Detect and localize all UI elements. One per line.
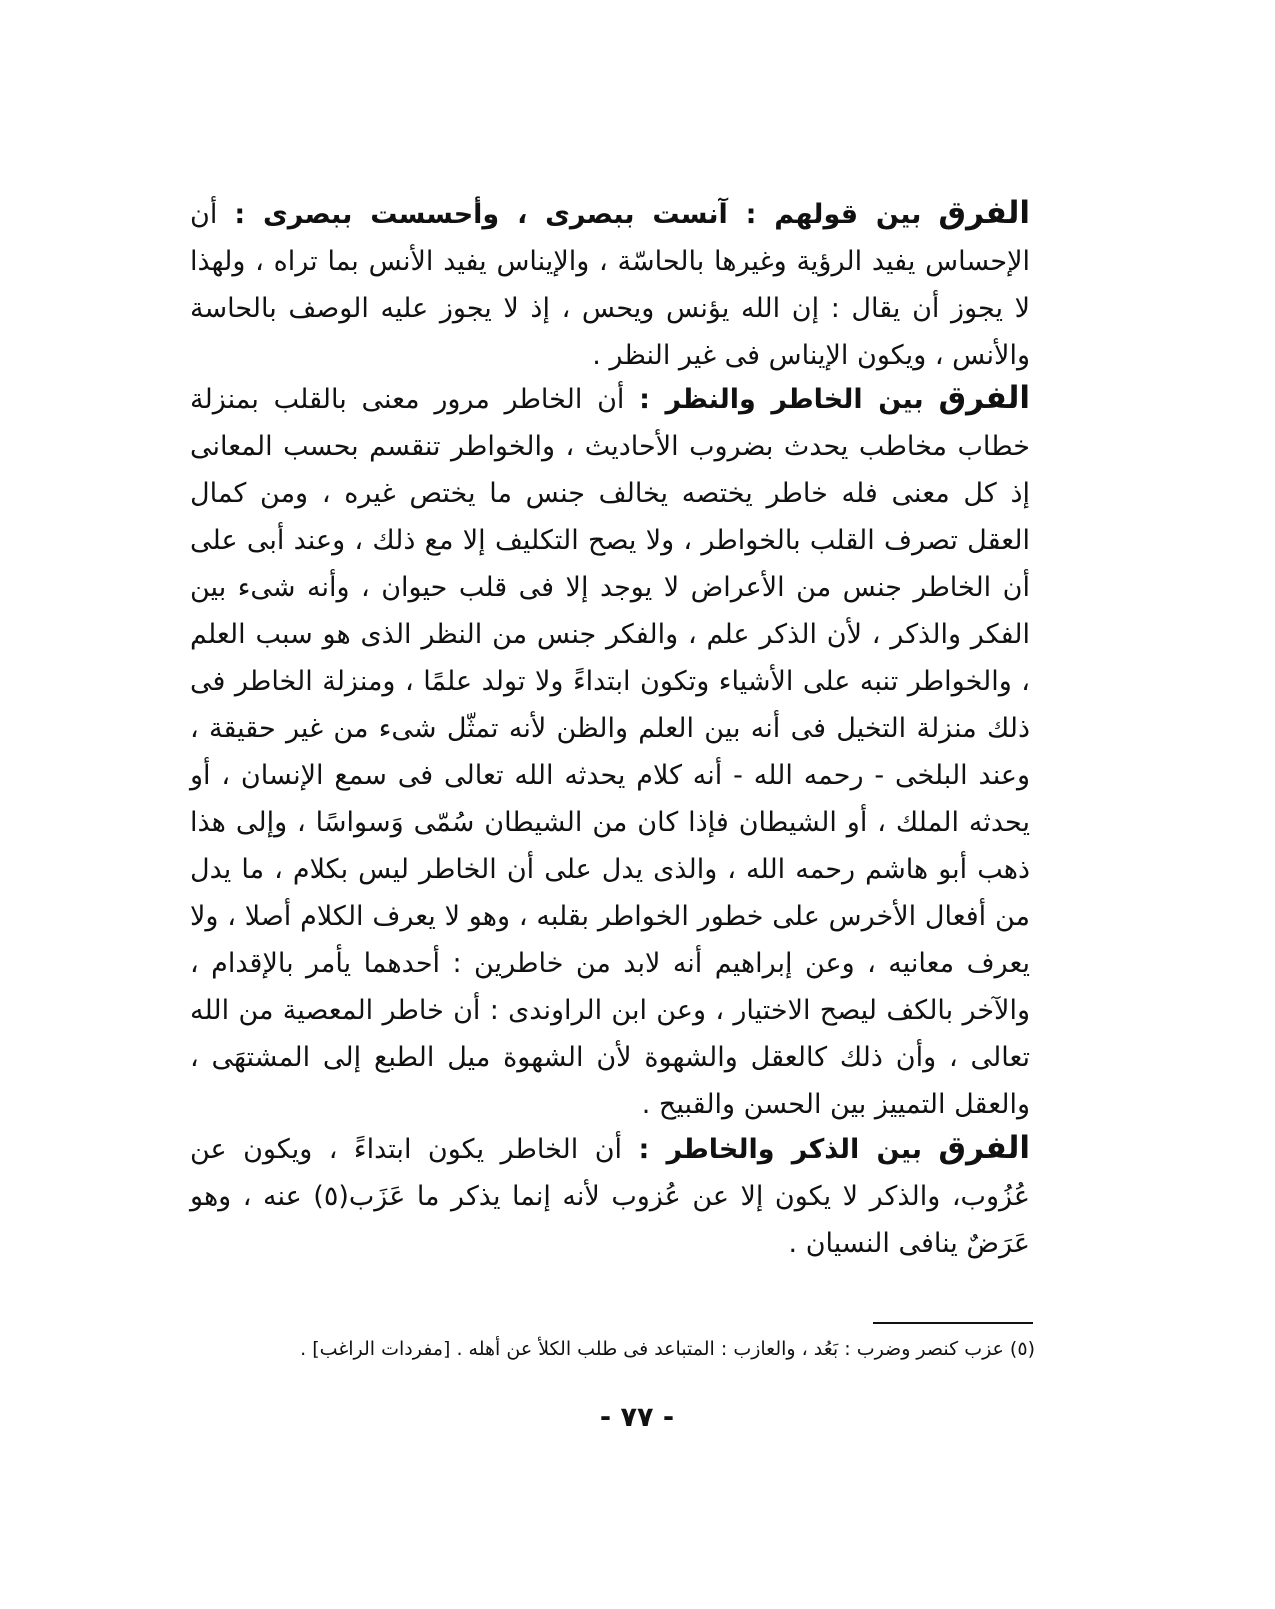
paragraph-heading-phrase: بين الخاطر والنظر : (639, 384, 924, 415)
paragraph-dhikr-khatir (190, 1125, 1030, 1267)
paragraph-ansat-ahsast (190, 190, 1030, 379)
paragraph-heading-word: الفرق (938, 195, 1030, 231)
paragraph-heading-phrase: بين الذكر والخاطر : (638, 1134, 922, 1165)
paragraph-heading-word: الفرق (938, 380, 1031, 416)
paragraph-heading-phrase: بين قولهم : آنست ببصرى ، وأحسست ببصرى : (234, 199, 922, 230)
paragraph-body: أن الخاطر يكون ابتداءً ، ويكون عن عُزُوب، والذكر لا يكون إلا عن عُزوب لأنه إنما يذكر ما عَزَب (190, 1134, 1030, 1212)
footnote-reference[interactable]: (٥) (313, 1181, 349, 1212)
paragraph-khatir-nazar (190, 375, 1030, 1128)
paragraph-heading-word: الفرق (938, 1130, 1030, 1166)
footnote-separator (873, 1322, 1033, 1324)
paragraph-body: أن الإحساس يفيد الرؤية وغيرها بالحاسّة ، والإيناس يفيد الأنس بما تراه ، ولهذا لا يجوز أن يقال : إن الله يؤنس ويحس ، إذ لا يجوز عليه الوصف بالحاسة والأنس ، ويكون الإيناس فى غير النظر . (190, 199, 1030, 371)
paragraph-body-continued: عنه ، وهو عَرَضٌ ينافى النسيان . (190, 1181, 1030, 1259)
footnote-text: (٥) عزب كنصر وضرب : بَعُد ، والعازب : المتباعد فى طلب الكلأ عن أهله . [مفردات الراغب] . (300, 1338, 1035, 1360)
paragraph-body: أن الخاطر مرور معنى بالقلب بمنزلة خطاب مخاطب يحدث بضروب الأحاديث ، والخواطر تنقسم بحسب المعانى إذ كل معنى فله خاطر يختصه يخالف جنس ما يختص غيره ، ومن كمال العقل تصرف القلب بالخواطر ، ولا يصح التكليف إلا مع ذلك ، وعند أبى على أن الخاطر جنس من الأعراض لا يوجد إلا فى قلب حيوان ، وأنه شىء بين الفكر والذكر ، لأن الذكر علم ، والفكر جنس من النظر الذى هو سبب العلم ، والخواطر تنبه على الأشياء وتكون ابتداءً ولا تولد علمًا ، ومنزلة الخاطر فى ذلك منزلة التخيل فى أنه بين العلم والظن لأنه تمثّل شىء من غير حقيقة ، وعند البلخى - رحمه الله - أنه كلام يحدثه الله تعالى فى سمع الإنسان ، أو يحدثه الملك ، أو الشيطان فإذا كان من الشيطان سُمّى وَسواسًا ، وإلى هذا ذهب أبو هاشم رحمه الله ، والذى يدل على أن الخاطر ليس بكلام ، ما يدل من أفعال الأخرس على خطور الخواطر بقلبه ، وهو لا يعرف الكلام أصلا ، ولا يعرف معانيه ، وعن إبراهيم أنه لابد من خاطرين : أحدهما يأمر بالإقدام ، والآخر بالكف ليصح الاختيار ، وعن ابن الراوندى : أن خاطر المعصية من الله تعالى ، وأن ذلك كالعقل والشهوة لأن الشهوة ميل الطبع إلى المشتهَى ، والعقل التمييز بين الحسن والقبيح . (190, 384, 1030, 1120)
page-number: - ٧٧ - (599, 1402, 675, 1433)
